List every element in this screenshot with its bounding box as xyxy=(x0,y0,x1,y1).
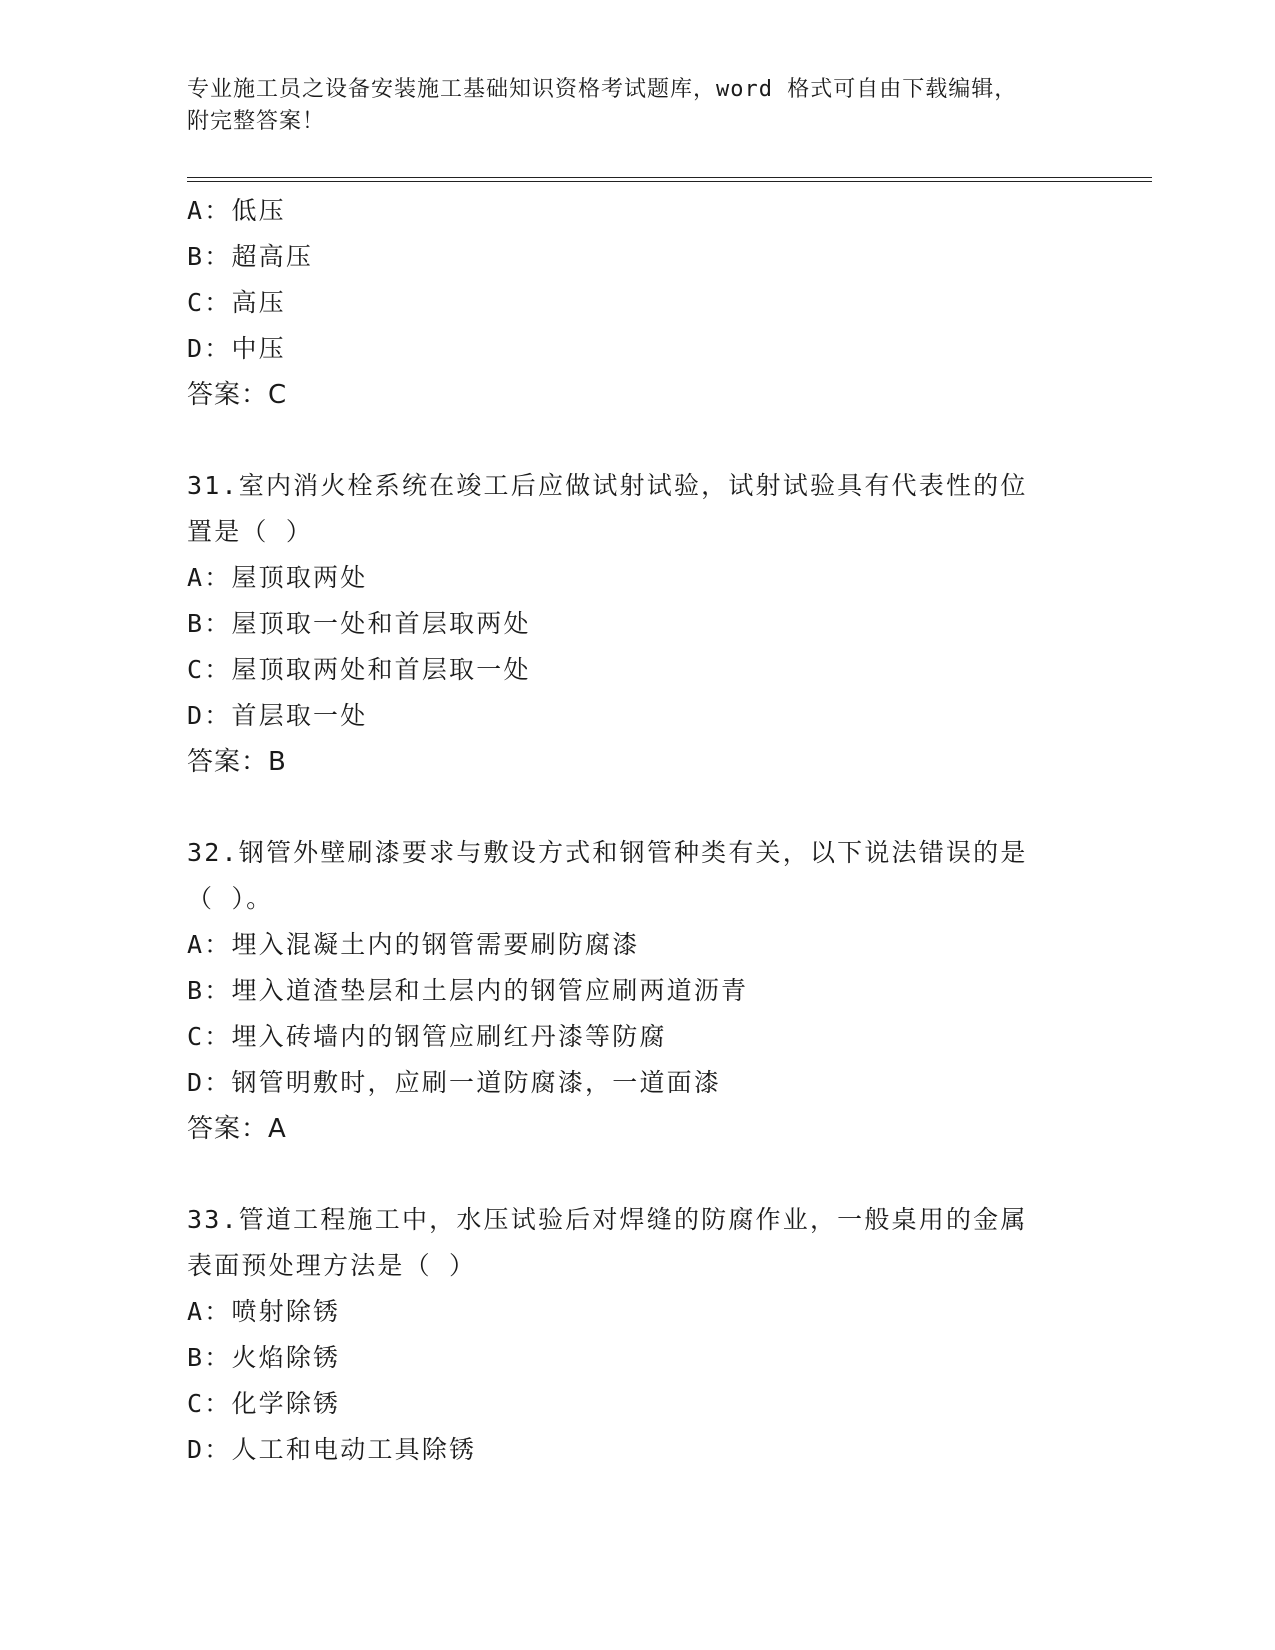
option-d: D：首层取一处 xyxy=(187,701,368,730)
spacer xyxy=(187,785,1087,830)
option-b: B：屋顶取一处和首层取两处 xyxy=(187,609,531,638)
option-d: D：钢管明敷时，应刷一道防腐漆，一道面漆 xyxy=(187,1068,722,1097)
header-divider xyxy=(187,177,1152,182)
answer-line: 答案：A xyxy=(187,1114,287,1144)
option-b: B：火焰除锈 xyxy=(187,1343,341,1372)
option-b: B：埋入道渣垫层和土层内的钢管应刷两道沥青 xyxy=(187,976,749,1005)
option-a: A：屋顶取两处 xyxy=(187,563,368,592)
spacer xyxy=(187,418,1087,463)
spacer xyxy=(187,1152,1087,1197)
question-text-line-1: 31.室内消火栓系统在竣工后应做试射试验，试射试验具有代表性的位 xyxy=(187,471,1028,500)
question-text-line-2: （ ）。 xyxy=(187,884,274,913)
question-text-line-2: 表面预处理方法是（ ） xyxy=(187,1251,477,1280)
question-text-line-2: 置是（ ） xyxy=(187,517,314,546)
answer-line: 答案：B xyxy=(187,747,287,777)
header-line-1: 专业施工员之设备安装施工基础知识资格考试题库，word 格式可自由下载编辑， xyxy=(187,77,1018,102)
header-line-2: 附完整答案！ xyxy=(187,109,326,134)
option-d: D：中压 xyxy=(187,334,286,363)
question-block-prev xyxy=(187,188,1087,418)
question-text-line-1: 32.钢管外壁刷漆要求与敷设方式和钢管种类有关，以下说法错误的是 xyxy=(187,838,1028,867)
option-b: B：超高压 xyxy=(187,242,314,271)
option-a: A：埋入混凝土内的钢管需要刷防腐漆 xyxy=(187,930,640,959)
question-32 xyxy=(187,830,1087,1152)
answer-line: 答案：C xyxy=(187,380,288,410)
question-list xyxy=(187,188,1087,1473)
question-31 xyxy=(187,463,1087,785)
option-c: C：屋顶取两处和首层取一处 xyxy=(187,655,531,684)
option-a: A：低压 xyxy=(187,196,286,225)
document-header xyxy=(187,74,1087,138)
option-c: C：化学除锈 xyxy=(187,1389,341,1418)
question-text-line-1: 33.管道工程施工中，水压试验后对焊缝的防腐作业，一般桌用的金属 xyxy=(187,1205,1028,1234)
option-c: C：高压 xyxy=(187,288,286,317)
question-33 xyxy=(187,1197,1087,1473)
option-a: A：喷射除锈 xyxy=(187,1297,341,1326)
option-c: C：埋入砖墙内的钢管应刷红丹漆等防腐 xyxy=(187,1022,667,1051)
option-d: D：人工和电动工具除锈 xyxy=(187,1435,477,1464)
